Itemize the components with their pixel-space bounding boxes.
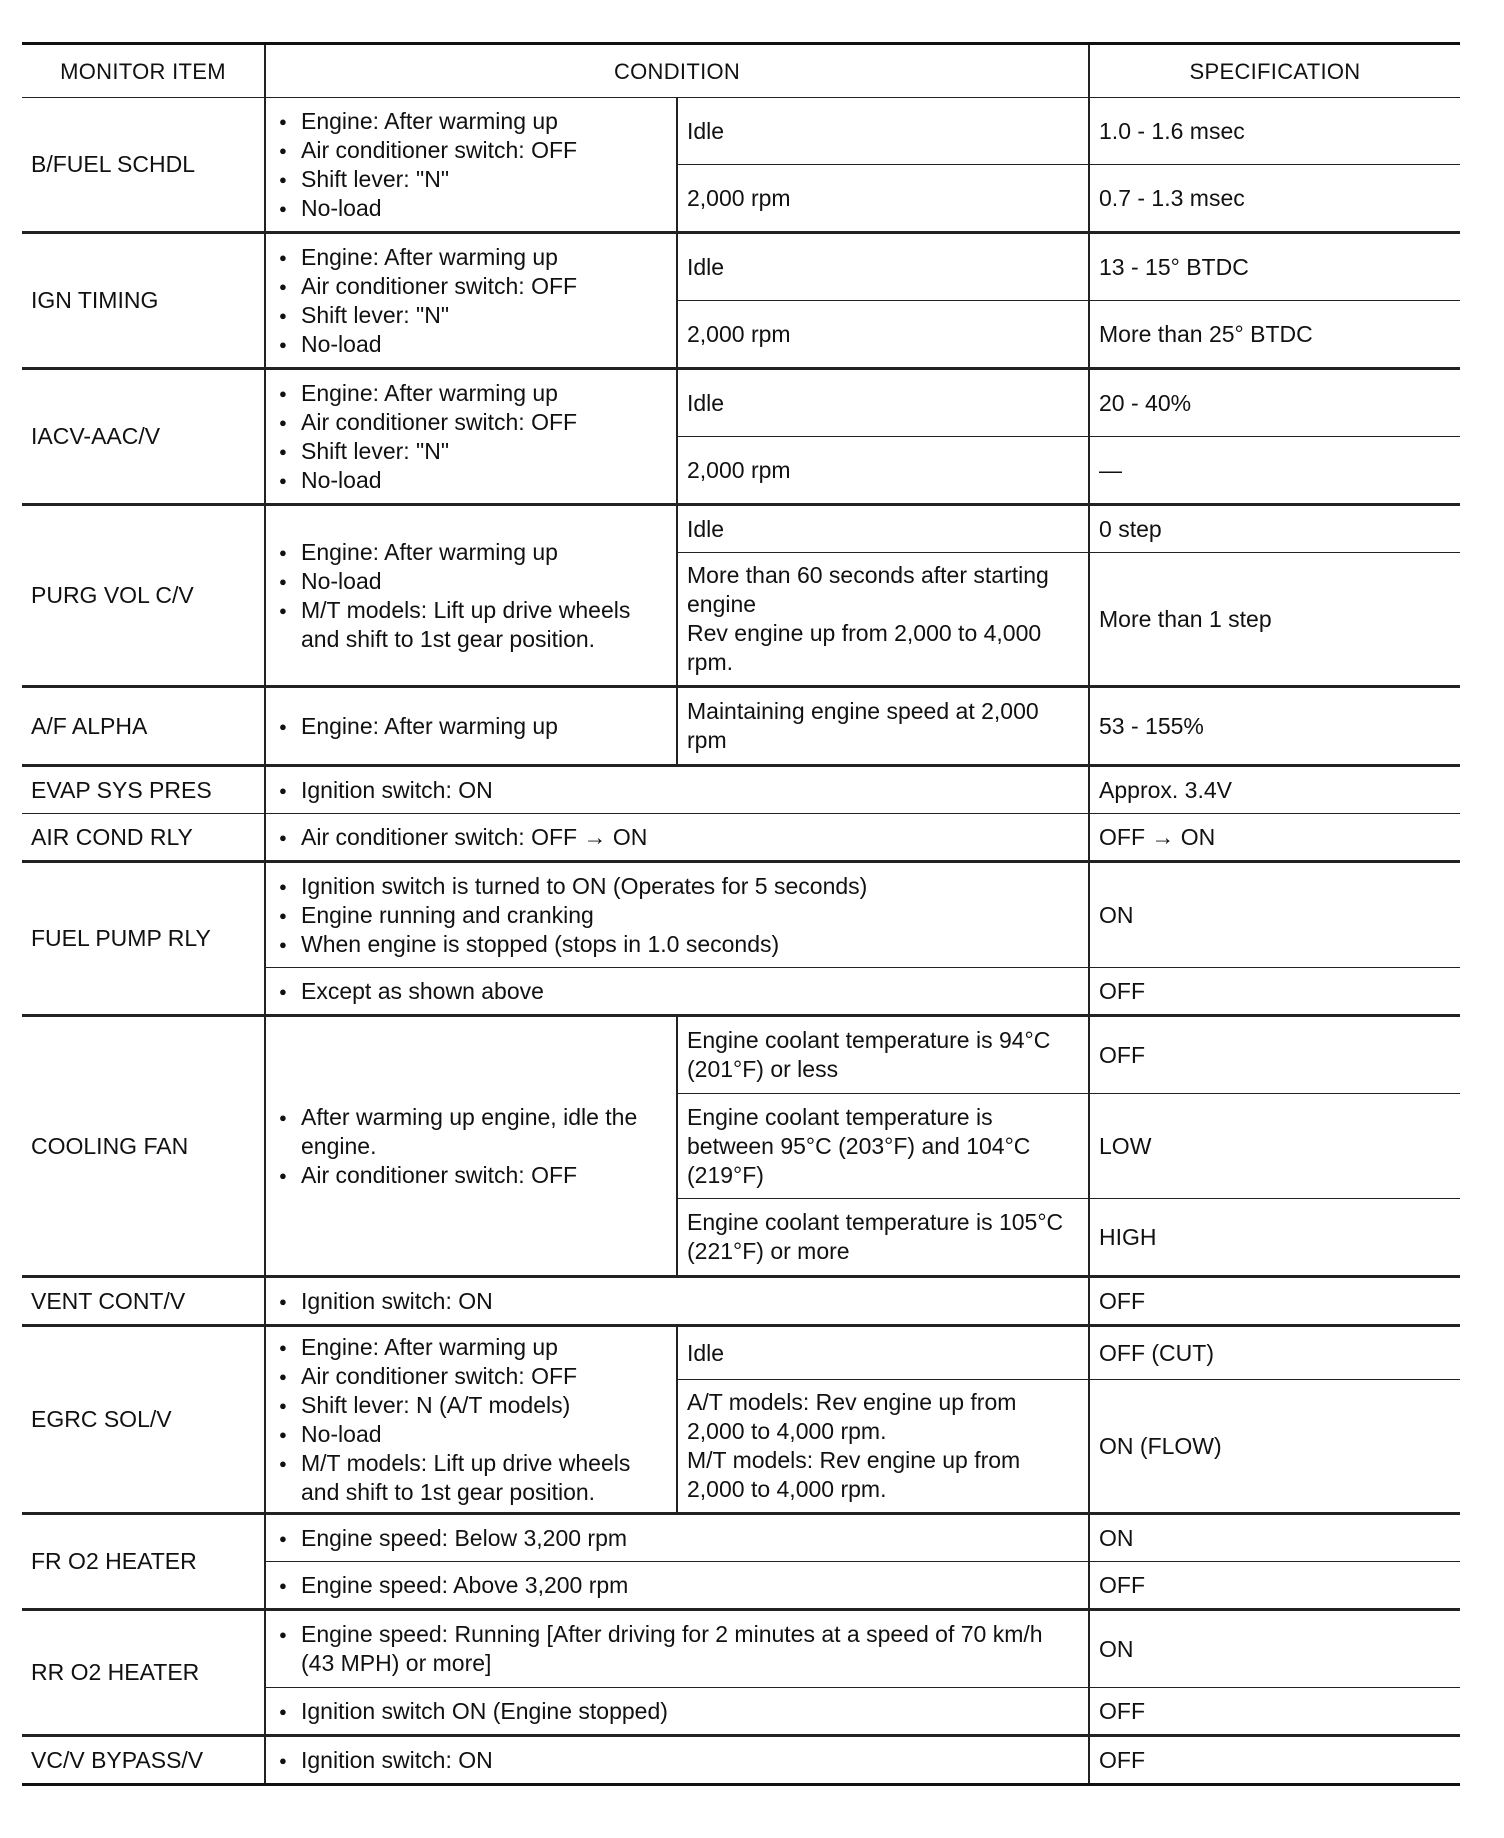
bullet-item: ● M/T models: Lift up drive wheels and shift to 1st gear position. <box>275 596 667 654</box>
spec-cell: 0.7 - 1.3 msec <box>1089 165 1460 233</box>
bullet-item: ● Ignition switch: ON <box>275 776 1079 805</box>
bullet-item: ● Ignition switch: ON <box>275 1287 1079 1316</box>
spec-cell: OFF (CUT) <box>1089 1326 1460 1380</box>
condition-bullets <box>265 1277 1089 1326</box>
bullet-item: ● Engine speed: Below 3,200 rpm <box>275 1524 1079 1553</box>
condition-bullets <box>265 505 677 687</box>
condition-bullets <box>265 98 677 233</box>
bullet-item: ● Ignition switch is turned to ON (Operates for 5 seconds) <box>275 872 1079 901</box>
spec-cell: HIGH <box>1089 1199 1460 1277</box>
spec-cell: OFF <box>1089 1016 1460 1094</box>
condition-cell: Idle <box>677 505 1089 553</box>
condition-cell: Idle <box>677 369 1089 437</box>
condition-bullets <box>265 968 1089 1016</box>
monitor-item-fuel-pump: FUEL PUMP RLY <box>22 862 265 1016</box>
table-row <box>22 1736 1460 1785</box>
spec-cell: Approx. 3.4V <box>1089 766 1460 814</box>
bullet-item: ● Ignition switch ON (Engine stopped) <box>275 1697 1079 1726</box>
bullet-item: ● Engine running and cranking <box>275 901 1079 930</box>
condition-bullets <box>265 369 677 505</box>
monitor-item-bfuel: B/FUEL SCHDL <box>22 98 265 233</box>
condition-cell: Engine coolant temperature is 105°C (221°F) or more <box>677 1199 1089 1277</box>
header-row <box>22 44 1460 98</box>
bullet-item: ● When engine is stopped (stops in 1.0 seconds) <box>275 930 1079 959</box>
condition-bullets <box>265 1016 677 1277</box>
table-row <box>22 1277 1460 1326</box>
spec-cell: ON <box>1089 1610 1460 1688</box>
condition-cell: Maintaining engine speed at 2,000 rpm <box>677 687 1089 766</box>
bullet-item: ● Air conditioner switch: OFF <box>275 136 667 165</box>
spec-cell: LOW <box>1089 1094 1460 1199</box>
bullet-item: ● Air conditioner switch: OFF <box>275 272 667 301</box>
spec-cell: 53 - 155% <box>1089 687 1460 766</box>
monitor-item-air-cond: AIR COND RLY <box>22 814 265 862</box>
table-row <box>22 862 1460 968</box>
spec-cell: OFF <box>1089 1277 1460 1326</box>
condition-bullets <box>265 1326 677 1514</box>
spec-cell: 13 - 15° BTDC <box>1089 233 1460 301</box>
table-row <box>22 505 1460 553</box>
bullet-item: ● Air conditioner switch: OFF <box>275 1362 667 1391</box>
condition-cell: 2,000 rpm <box>677 301 1089 369</box>
table-row <box>22 687 1460 766</box>
condition-bullets <box>265 814 1089 862</box>
bullet-item: ● Engine: After warming up <box>275 107 667 136</box>
bullet-item: ● M/T models: Lift up drive wheels and shift to 1st gear position. <box>275 1449 667 1507</box>
bullet-item: ● After warming up engine, idle the engine. <box>275 1103 667 1161</box>
monitor-item-iacv: IACV-AAC/V <box>22 369 265 505</box>
monitor-item-fr-o2-heater: FR O2 HEATER <box>22 1514 265 1610</box>
spec-cell: OFF <box>1089 1562 1460 1610</box>
table-row <box>22 1610 1460 1688</box>
bullet-item: ● Engine speed: Running [After driving for 2 minutes at a speed of 70 km/h (43 MPH) or more] <box>275 1620 1079 1678</box>
spec-cell: More than 25° BTDC <box>1089 301 1460 369</box>
spec-cell: 20 - 40% <box>1089 369 1460 437</box>
bullet-item: ● Shift lever: N (A/T models) <box>275 1391 667 1420</box>
header-monitor-item: MONITOR ITEM <box>22 44 265 98</box>
bullet-item: ● Engine: After warming up <box>275 712 667 741</box>
bullet-item: ● Except as shown above <box>275 977 1079 1006</box>
monitor-item-rr-o2-heater: RR O2 HEATER <box>22 1610 265 1736</box>
monitor-item-cooling-fan: COOLING FAN <box>22 1016 265 1277</box>
bullet-item: ● No-load <box>275 567 667 596</box>
table-row <box>22 1016 1460 1094</box>
bullet-item: ● Ignition switch: ON <box>275 1746 1079 1775</box>
condition-cell: Idle <box>677 233 1089 301</box>
condition-bullets <box>265 1688 1089 1736</box>
bullet-item: ● No-load <box>275 466 667 495</box>
bullet-item: ● Air conditioner switch: OFF <box>275 1161 667 1190</box>
monitor-item-evap: EVAP SYS PRES <box>22 766 265 814</box>
spec-cell: OFF <box>1089 968 1460 1016</box>
condition-cell <box>677 1380 1089 1514</box>
bullet-item: ● Air conditioner switch: OFF → ON <box>275 823 1079 852</box>
condition-line: More than 60 seconds after starting engine <box>687 562 1049 617</box>
header-condition: CONDITION <box>265 44 1089 98</box>
bullet-item: ● No-load <box>275 1420 667 1449</box>
spec-cell: More than 1 step <box>1089 553 1460 687</box>
bullet-item: ● Shift lever: "N" <box>275 437 667 466</box>
spec-cell: ON <box>1089 1514 1460 1562</box>
bullet-item: ● Engine: After warming up <box>275 1333 667 1362</box>
monitor-item-vcv-bypass: VC/V BYPASS/V <box>22 1736 265 1785</box>
condition-bullets <box>265 233 677 369</box>
bullet-item: ● No-load <box>275 194 667 223</box>
bullet-item: ● Shift lever: "N" <box>275 301 667 330</box>
condition-cell: Idle <box>677 1326 1089 1380</box>
table-row <box>22 233 1460 301</box>
bullet-item: ● Engine: After warming up <box>275 538 667 567</box>
monitor-item-egrc: EGRC SOL/V <box>22 1326 265 1514</box>
spec-cell: OFF → ON <box>1089 814 1460 862</box>
monitor-item-ign-timing: IGN TIMING <box>22 233 265 369</box>
table-row <box>22 98 1460 165</box>
condition-cell: Engine coolant temperature is between 95°C (203°F) and 104°C (219°F) <box>677 1094 1089 1199</box>
condition-line: A/T models: Rev engine up from 2,000 to 4,000 rpm. <box>687 1389 1017 1444</box>
bullet-item: ● Engine: After warming up <box>275 379 667 408</box>
header-specification: SPECIFICATION <box>1089 44 1460 98</box>
condition-line: M/T models: Rev engine up from 2,000 to 4,000 rpm. <box>687 1447 1021 1502</box>
spec-document <box>22 42 1460 1786</box>
condition-cell: 2,000 rpm <box>677 437 1089 505</box>
condition-cell: Idle <box>677 98 1089 165</box>
spec-cell: — <box>1089 437 1460 505</box>
bullet-item: ● No-load <box>275 330 667 359</box>
condition-cell: Engine coolant temperature is 94°C (201°F) or less <box>677 1016 1089 1094</box>
table-row <box>22 814 1460 862</box>
condition-line: Rev engine up from 2,000 to 4,000 rpm. <box>687 620 1042 675</box>
condition-bullets <box>265 1562 1089 1610</box>
monitor-item-vent-cont: VENT CONT/V <box>22 1277 265 1326</box>
bullet-item: ● Shift lever: "N" <box>275 165 667 194</box>
spec-cell: 0 step <box>1089 505 1460 553</box>
condition-bullets <box>265 1514 1089 1562</box>
bullet-item: ● Engine: After warming up <box>275 243 667 272</box>
monitor-spec-table <box>22 42 1460 1786</box>
spec-cell: ON (FLOW) <box>1089 1380 1460 1514</box>
condition-cell <box>677 553 1089 687</box>
monitor-item-af-alpha: A/F ALPHA <box>22 687 265 766</box>
table-row <box>22 766 1460 814</box>
condition-bullets <box>265 862 1089 968</box>
monitor-item-purg-vol: PURG VOL C/V <box>22 505 265 687</box>
table-row <box>22 1326 1460 1380</box>
table-row <box>22 1514 1460 1562</box>
condition-bullets <box>265 687 677 766</box>
spec-cell: OFF <box>1089 1736 1460 1785</box>
condition-bullets <box>265 766 1089 814</box>
condition-bullets <box>265 1736 1089 1785</box>
spec-cell: ON <box>1089 862 1460 968</box>
bullet-item: ● Engine speed: Above 3,200 rpm <box>275 1571 1079 1600</box>
spec-cell: 1.0 - 1.6 msec <box>1089 98 1460 165</box>
spec-cell: OFF <box>1089 1688 1460 1736</box>
table-row <box>22 369 1460 437</box>
condition-bullets <box>265 1610 1089 1688</box>
condition-cell: 2,000 rpm <box>677 165 1089 233</box>
bullet-item: ● Air conditioner switch: OFF <box>275 408 667 437</box>
